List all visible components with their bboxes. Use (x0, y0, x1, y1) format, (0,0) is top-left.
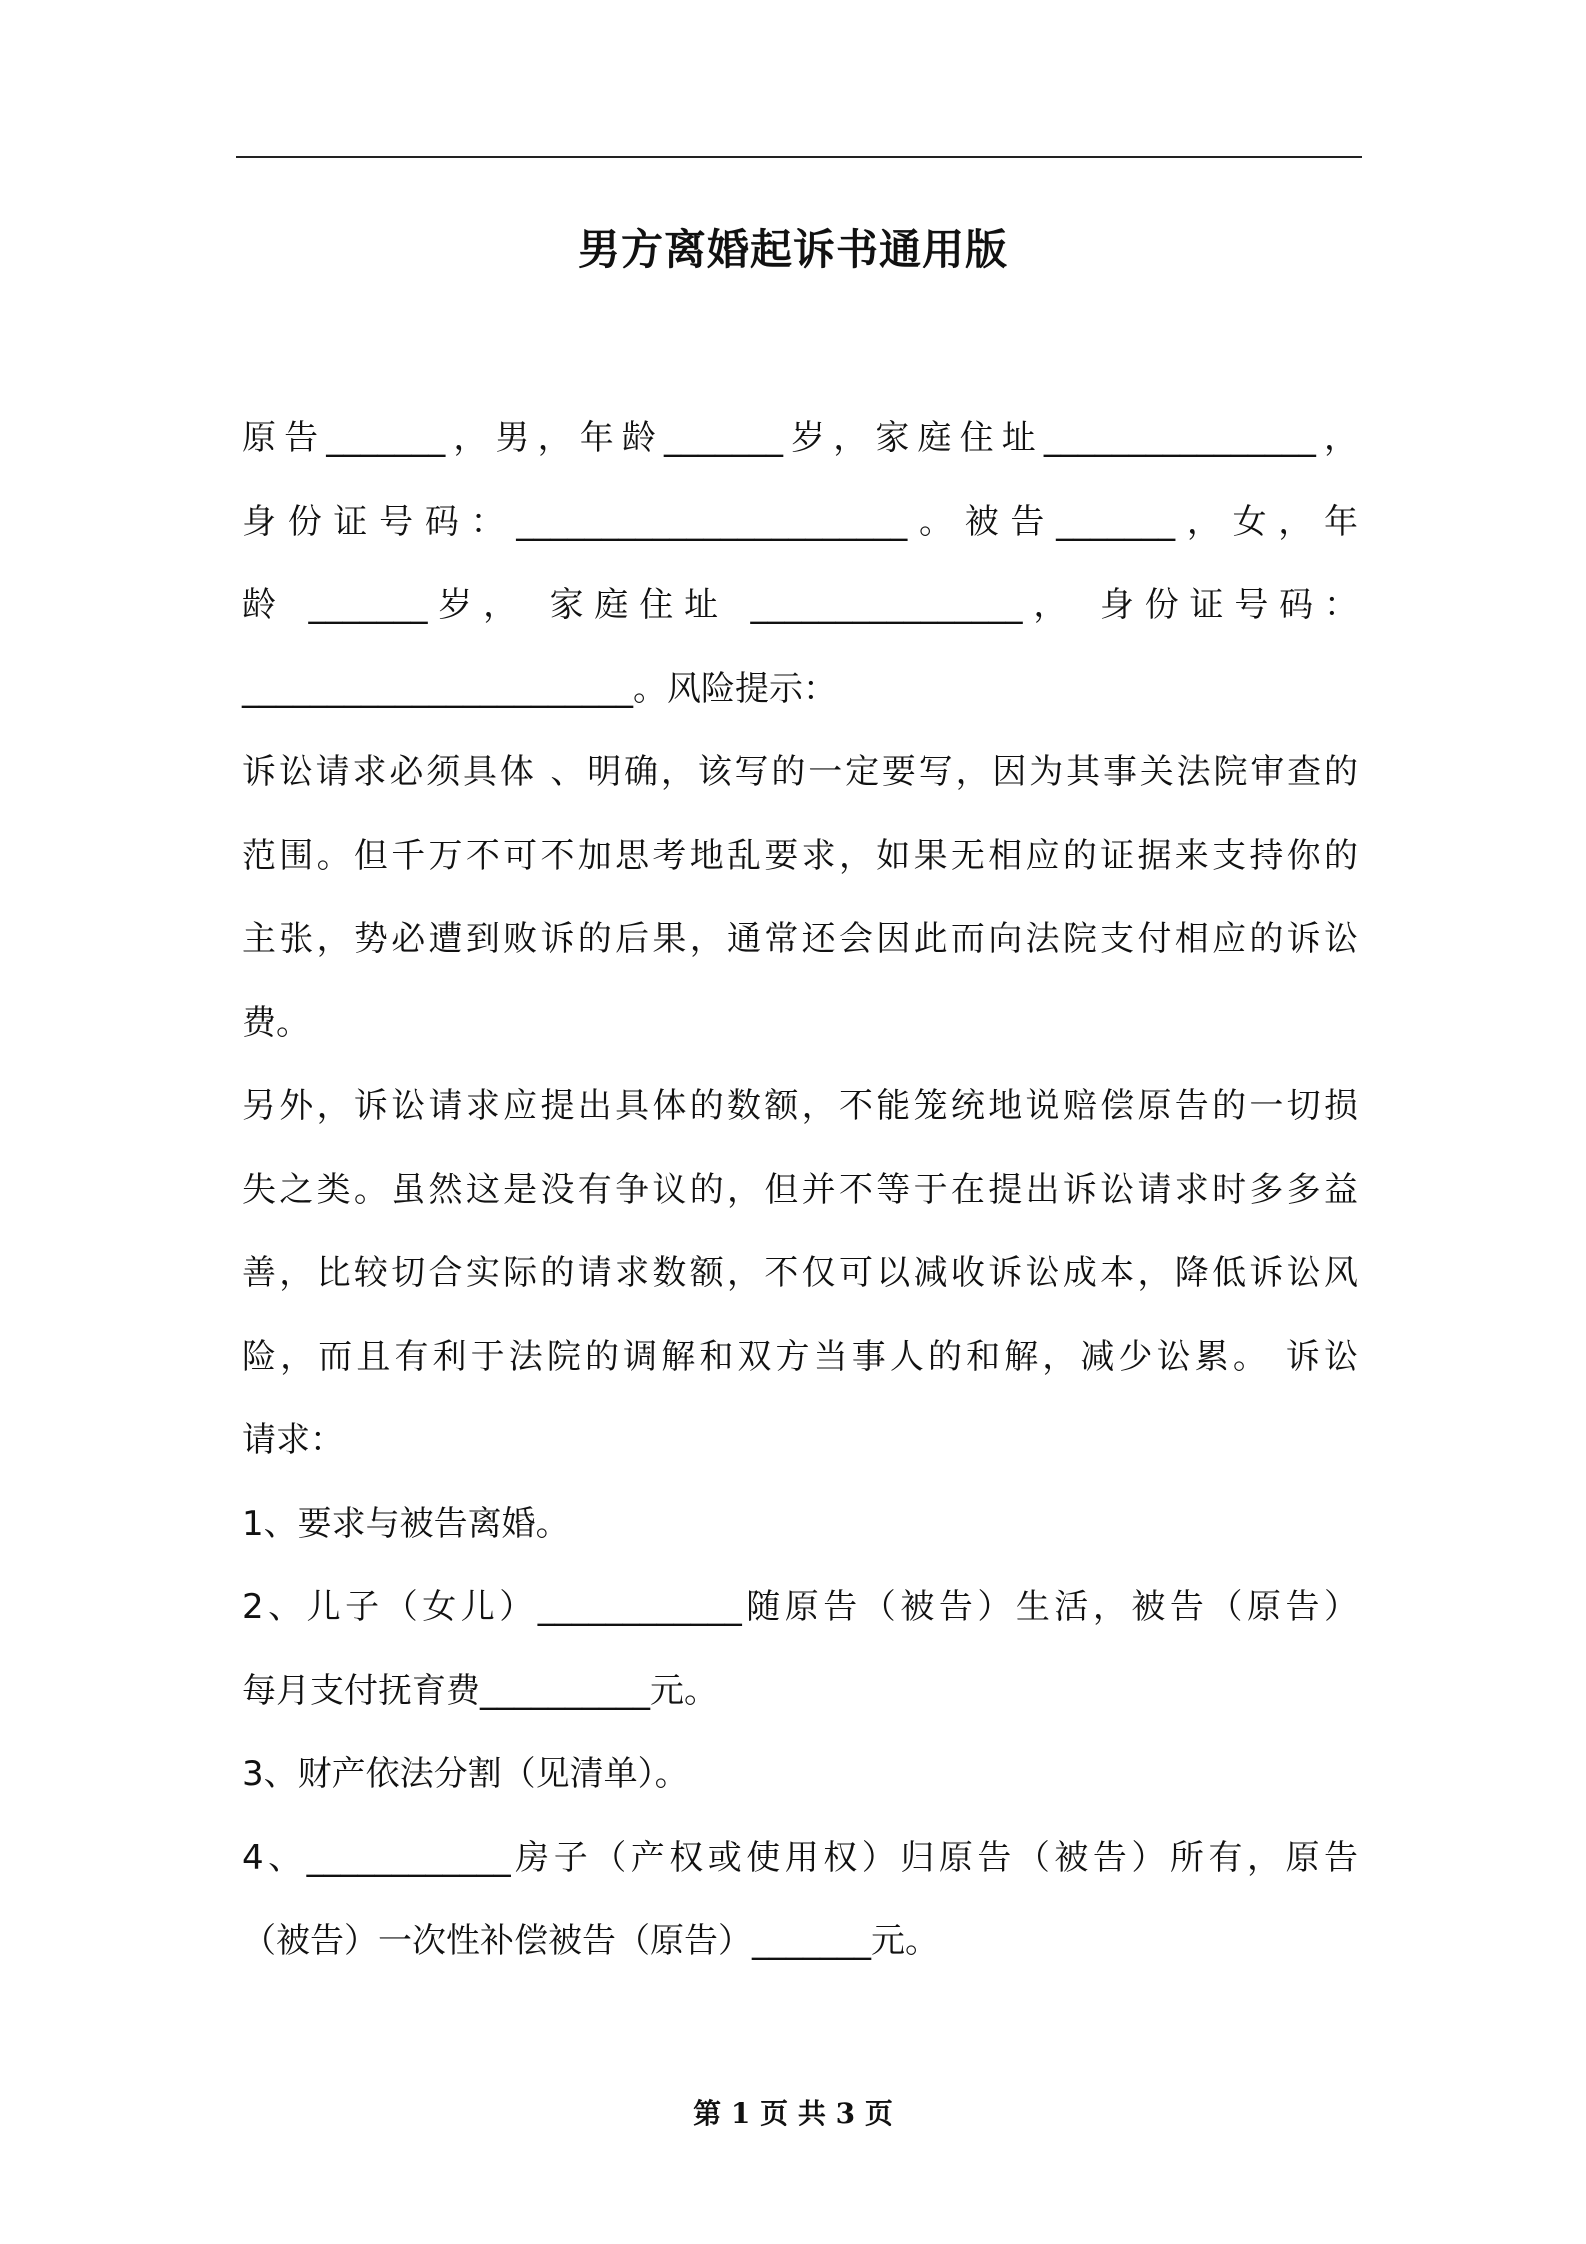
header-rule (236, 156, 1362, 158)
body-line: 身份证号码：_______________________。被告_______，女，年 (242, 501, 1358, 542)
document-body (242, 397, 1358, 1984)
body-line: （被告）一次性补偿被告（原告）_______元。 (242, 1921, 939, 1961)
body-line: 失之类。虽然这是没有争议的，但并不等于在提出诉讼请求时多多益 (242, 1169, 1358, 1210)
body-line: 每月支付抚育费__________元。 (242, 1670, 718, 1711)
body-line: 4、____________房子（产权或使用权）归原告（被告）所有，原告 (242, 1837, 1358, 1878)
body-line: 2、儿子（女儿）____________随原告（被告）生活，被告（原告） (242, 1587, 1358, 1627)
body-line: 请求： (242, 1420, 344, 1460)
body-line: 范围。但千万不可不加思考地乱要求，如果无相应的证据来支持你的 (242, 835, 1358, 876)
page-footer: 第 1 页 共 3 页 (693, 2097, 893, 2130)
body-line: 善，比较切合实际的请求数额，不仅可以减收诉讼成本，降低诉讼风 (242, 1253, 1358, 1293)
body-line: 主张，势必遭到败诉的后果，通常还会因此而向法院支付相应的诉讼 (242, 919, 1358, 959)
body-line: 原告_______，男，年龄_______岁，家庭住址________________， (242, 418, 1358, 458)
document-title: 男方离婚起诉书通用版 (577, 225, 1008, 274)
body-line: 龄 _______岁， 家庭住址 ________________， 身份证号码： (242, 585, 1358, 625)
body-line: _______________________。风险提示： (242, 668, 837, 709)
body-line: 险，而且有利于法院的调解和双方当事人的和解，减少讼累。 诉讼 (242, 1336, 1358, 1377)
body-line: 3、财产依法分割（见清单）。 (242, 1754, 689, 1794)
body-line: 诉讼请求必须具体 、明确，该写的一定要写，因为其事关法院审查的 (242, 752, 1358, 792)
body-line: 1、要求与被告离婚。 (242, 1503, 570, 1544)
body-line: 另外，诉讼请求应提出具体的数额，不能笼统地说赔偿原告的一切损 (242, 1086, 1358, 1126)
body-line: 费。 (242, 1002, 310, 1043)
